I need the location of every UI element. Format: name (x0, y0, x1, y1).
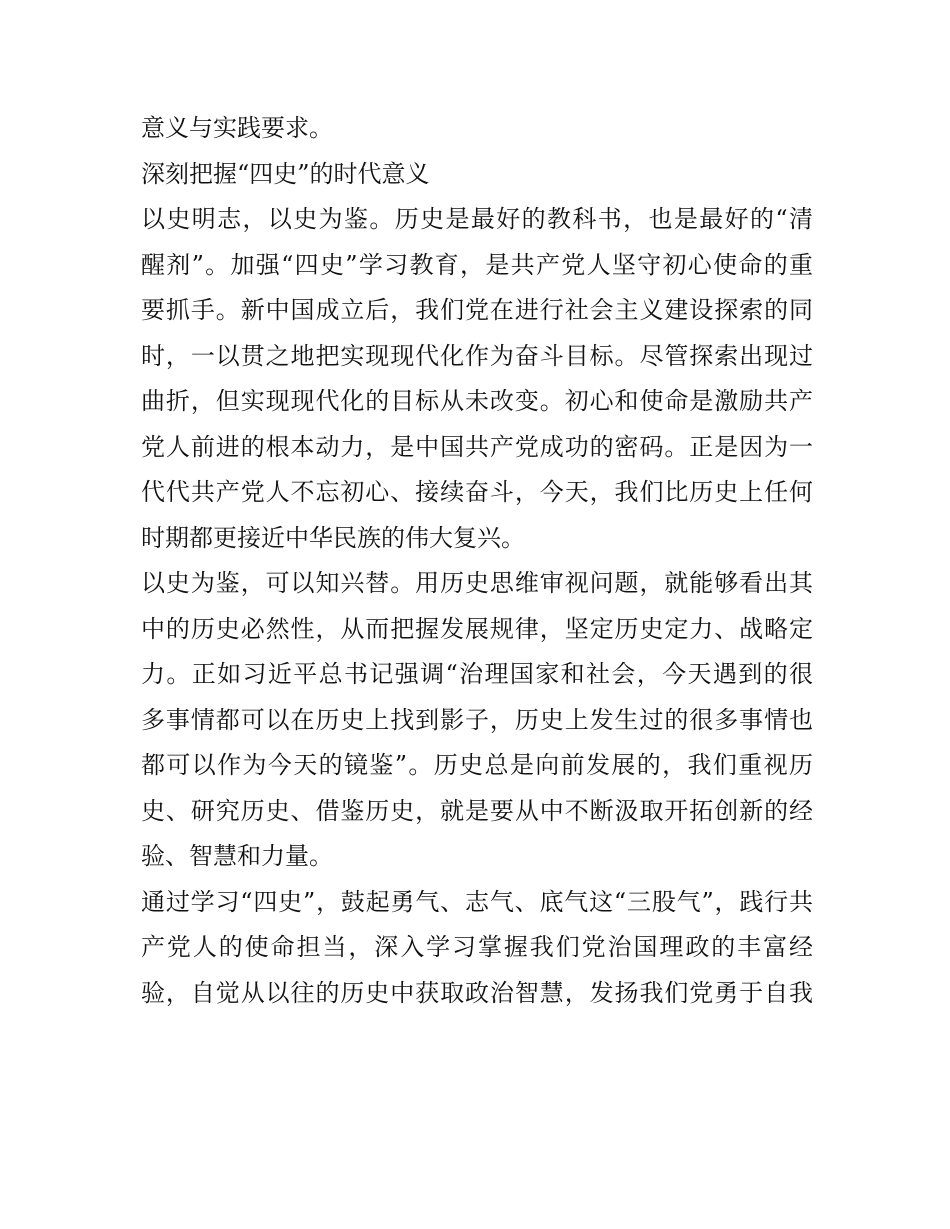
text-line: 时期都更接近中华民族的伟大复兴。 (141, 523, 525, 552)
text-line: 通过学习“四史”，鼓起勇气、志气、底气这“三股气”，践行共 (141, 887, 813, 916)
text-line: 时，一以贯之地把实现现代化作为奋斗目标。尽管探索出现过 (141, 341, 813, 370)
text-line: 意义与实践要求。 (141, 114, 333, 142)
text-line: 都可以作为今天的镜鉴”。历史总是向前发展的，我们重视历 (141, 751, 813, 779)
text-line: 要抓手。新中国成立后，我们党在进行社会主义建设探索的同 (141, 296, 813, 324)
text-line: 党人前进的根本动力，是中国共产党成功的密码。正是因为一 (141, 432, 813, 461)
body-text (141, 106, 813, 1016)
text-line: 曲折，但实现现代化的目标从未改变。初心和使命是激励共产 (141, 387, 813, 415)
text-line: 中的历史必然性，从而把握发展规律，坚定历史定力、战略定 (141, 614, 813, 643)
text-line: 验、智慧和力量。 (141, 842, 333, 870)
text-line: 以史明志，以史为鉴。历史是最好的教科书，也是最好的“清 (141, 205, 813, 233)
text-line: 多事情都可以在历史上找到影子，历史上发生过的很多事情也 (141, 705, 813, 734)
text-line: 醒剂”。加强“四史”学习教育，是共产党人坚守初心使命的重 (141, 250, 813, 279)
text-line: 产党人的使命担当，深入学习掌握我们党治国理政的丰富经 (141, 933, 813, 961)
text-line: 代代共产党人不忘初心、接续奋斗，今天，我们比历史上任何 (141, 478, 813, 506)
section-heading: 深刻把握“四史”的时代意义 (141, 159, 430, 188)
text-line: 史、研究历史、借鉴历史，就是要从中不断汲取开拓创新的经 (141, 796, 813, 825)
text-line: 以史为鉴，可以知兴替。用历史思维审视问题，就能够看出其 (141, 569, 813, 597)
text-line: 力。正如习近平总书记强调“治理国家和社会，今天遇到的很 (141, 660, 813, 688)
text-line: 验，自觉从以往的历史中获取政治智慧，发扬我们党勇于自我 (141, 978, 813, 1007)
